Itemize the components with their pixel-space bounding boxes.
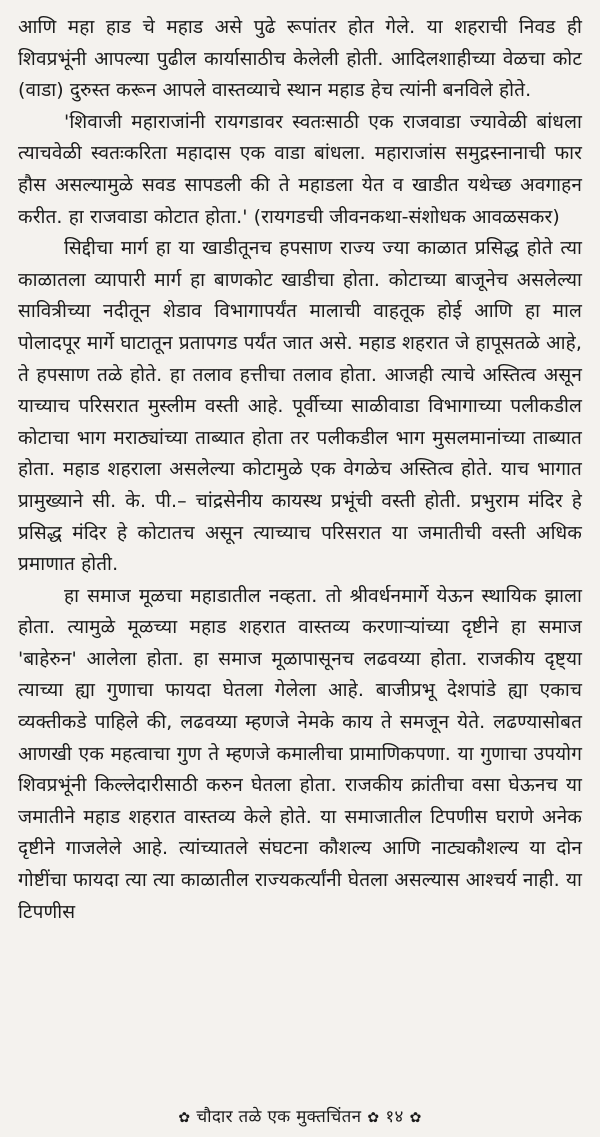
flower-ornament-icon: ✿ bbox=[178, 1110, 191, 1126]
flower-ornament-icon: ✿ bbox=[409, 1110, 422, 1126]
paragraph-3: सिद्दीचा मार्ग हा या खाडीतूनच हपसाण राज्य ज्या काळात प्रसिद्ध होते त्या काळातला व्यापारी मार्ग हा बाणकोट खाडीचा होता. कोटाच्या बाजूनेच असलेल्या सावित्रीच्या नदीतून शेडाव विभागापर्यंत मालाची वाहतूक होई आणि हा माल पोलादपूर मार्गे घाटातून प्रतापगड पर्यंत जात असे. महाड शहरात जे हापूसतळे आहे, ते हपसाण तळे होते. हा तलाव हत्तीचा तलाव होता. आजही त्याचे अस्तित्व असून याच्याच परिसरात मुस्लीम वस्ती आहे. पूर्वीच्या साळीवाडा विभागाच्या पलीकडील कोटाचा भाग मराठ्यांच्या ताब्यात होता तर पलीकडील भाग मुसलमानांच्या ताब्यात होता. महाड शहराला असलेल्या कोटामुळे एक वेगळेच अस्तित्व होते. याच भागात प्रामुख्याने सी. के. पी.– चांद्रसेनीय कायस्थ प्रभूंची वस्ती होती. प्रभुराम मंदिर हे प्रसिद्ध मंदिर हे कोटातच असून त्याच्याच परिसरात या जमातीची वस्ती अधिक प्रमाणात होती. bbox=[18, 237, 582, 576]
paragraph-1: आणि महा हाड चे महाड असे पुढे रूपांतर होत गेले. या शहराची निवड ही शिवप्रभूंनी आपल्या पुढील कार्यासाठीच केलेली होती. आदिलशाहीच्या वेळचा कोट (वाडा) दुरुस्त करून आपले वास्तव्याचे स्थान महाड हेच त्यांनी बनविले होते. bbox=[18, 16, 582, 102]
page-footer bbox=[0, 1104, 600, 1127]
footer-book-title: चौदार तळे एक मुक्तचिंतन bbox=[196, 1107, 362, 1127]
flower-ornament-icon: ✿ bbox=[367, 1110, 380, 1126]
paragraph-4: हा समाज मूळचा महाडातील नव्हता. तो श्रीवर्धनमार्गे येऊन स्थायिक झाला होता. त्यामुळे मूळच्या महाड शहरात वास्तव्य करणाऱ्यांच्या दृष्टीने हा समाज 'बाहेरुन' आलेला होता. हा समाज मूळापासूनच लढवय्या होता. राजकीय दृष्ट्या त्याच्या ह्या गुणाचा फायदा घेतला गेलेला आहे. बाजीप्रभू देशपांडे ह्या एकाच व्यक्तीकडे पाहिले की, लढवय्या म्हणजे नेमके काय ते समजून येते. लढण्यासोबत आणखी एक महत्वाचा गुण ते म्हणजे कमालीचा प्रामाणिकपणा. या गुणाचा उपयोग शिवप्रभूंनी किल्लेदारीसाठी करुन घेतला होता. राजकीय क्रांतीचा वसा घेऊनच या जमातीने महाड शहरात वास्तव्य केले होते. या समाजातील टिपणीस घराणे अनेक दृष्टीने गाजलेले आहे. त्यांच्यातले संघटना कौशल्य आणि नाट्यकौशल्य या दोन गोष्टींचा फायदा त्या त्या काळातील राज्यकर्त्यांनी घेतला असल्यास आश्चर्य नाही. या टिपणीस bbox=[18, 584, 582, 923]
paragraph-2-quote: 'शिवाजी महाराजांनी रायगडावर स्वतःसाठी एक राजवाडा ज्यावेळी बांधला त्याचवेळी स्वतःकरिता महादास एक वाडा बांधला. महाराजांस समुद्रस्नानाची फार हौस असल्यामुळे सवड सापडली की ते महाडला येत व खाडीत यथेच्छ अवगाहन करीत. हा राजवाडा कोटात होता.' (रायगडची जीवनकथा-संशोधक आवळसकर) bbox=[18, 110, 582, 228]
page-number: १४ bbox=[385, 1107, 404, 1127]
